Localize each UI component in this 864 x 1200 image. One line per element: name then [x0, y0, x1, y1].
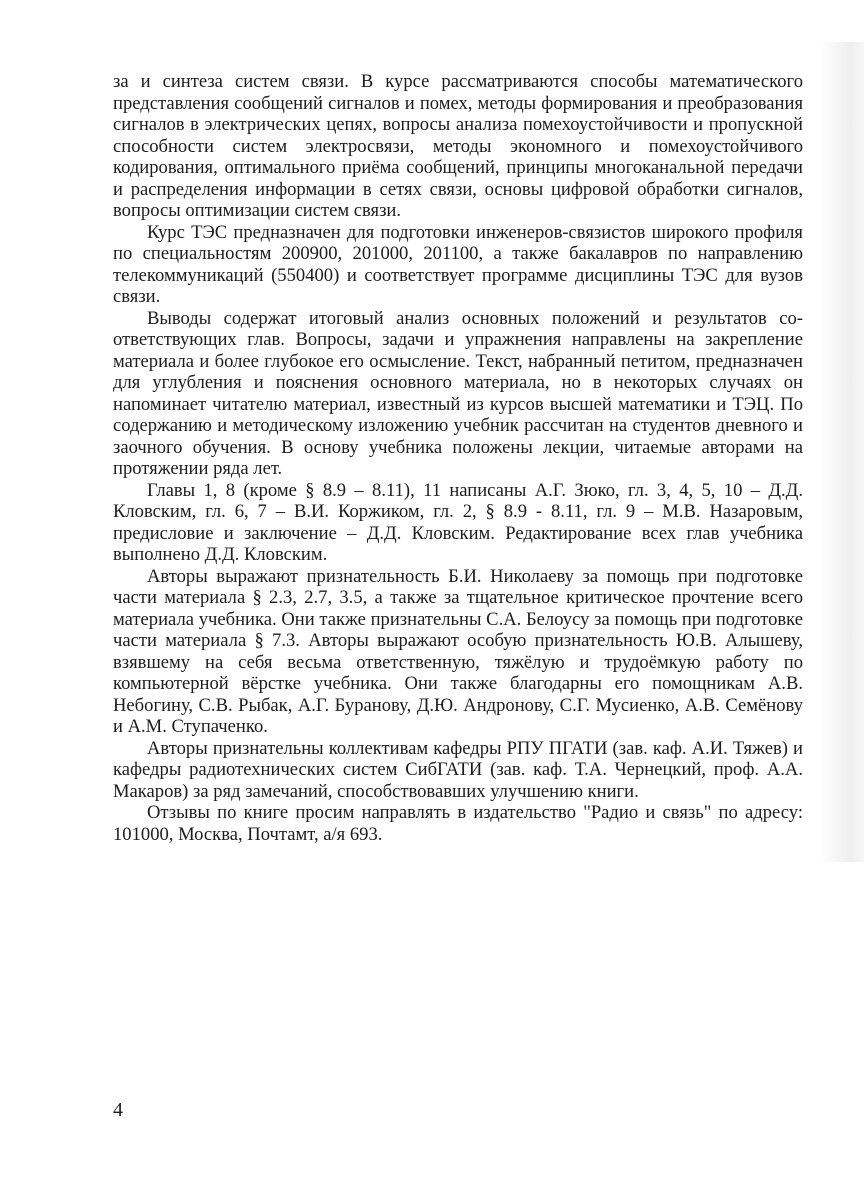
body-text — [113, 71, 803, 845]
paragraph-departments: Авторы признательны коллективам кафедры РПУ ПГАТИ (зав. каф. А.И. Тяжев) и кафедры радиотехнических систем СибГАТИ (зав. каф. Т.А. Чернецкий, проф. А.А. Макаров) за ряд замечаний, способствовавших улучшению книги. — [113, 737, 803, 802]
paragraph-course-content: за и синтеза систем связи. В курсе рассматриваются способы математического представления сообщений сигналов и помех, методы формирования и преобразования сигналов в электрических цепях, вопросы анализа помехоустойчивости и пропускной способности систем электросвязи, методы экономного и помехоустойчивого кодирования, оптимального приёма сообщений, принципы многоканальной передачи и распределения информации в сетях связи, основы цифровой обработки сигналов, вопросы оптимизации систем связи. — [113, 71, 803, 221]
paragraph-authorship: Главы 1, 8 (кроме § 8.9 – 8.11), 11 написаны А.Г. Зюко, гл. 3, 4, 5, 10 – Д.Д. Кловским, гл. 6, 7 – В.И. Коржиком, гл. 2, § 8.9 - 8.11, гл. 9 – М.В. Назаровым, предисловие и заключение – Д.Д. Кловским. Редактирование всех глав учебника выполнено Д.Д. Кловским. — [113, 479, 803, 565]
page-number: 4 — [113, 1099, 123, 1121]
paragraph-acknowledgements: Авторы выражают признательность Б.И. Николаеву за помощь при подготовке части материала § 2.3, 2.7, 3.5, а также за тщательное критическое прочтение всего материала учебника. Они также признательны С.А. Белоусу за помощь при подготовке части материала § 7.3. Авторы выражают особую признательность Ю.В. Алышеву, взявшему на себя весьма ответственную, тяжёлую и трудоёмкую работу по компьютерной вёрстке учебника. Они также благодарны его помощникам А.В. Небогину, С.В. Рыбак, А.Г. Буранову, Д.Ю. Андронову, С.Г. Мусиенко, А.В. Семёнову и А.М. Ступаченко. — [113, 565, 803, 737]
scan-shadow — [820, 42, 864, 862]
paragraph-conclusions: Выводы содержат итоговый анализ основных положений и результатов соответствующих глав. Вопросы, задачи и упражнения направлены на закрепление материала и более глубокое его осмысление. Текст, набранный петитом, предназначен для углубления и пояснения основного материала, но в некоторых случаях он напоминает читателю материал, известный из курсов высшей математики и ТЭЦ. По содержанию и методическому изложению учебник рассчитан на студентов дневного и заочного обучения. В основу учебника положены лекции, читаемые авторами на протяжении ряда лет. — [113, 307, 803, 479]
paragraph-feedback-address: Отзывы по книге просим направлять в издательство "Радио и связь" по адресу: 101000, Москва, Почтамт, а/я 693. — [113, 802, 803, 845]
paragraph-course-purpose: Курс ТЭС предназначен для подготовки инженеров-связистов широкого профиля по специальностям 200900, 201000, 201100, а также бакалавров по направлению телекоммуникаций (550400) и соответствует программе дисциплины ТЭС для вузов связи. — [113, 221, 803, 307]
